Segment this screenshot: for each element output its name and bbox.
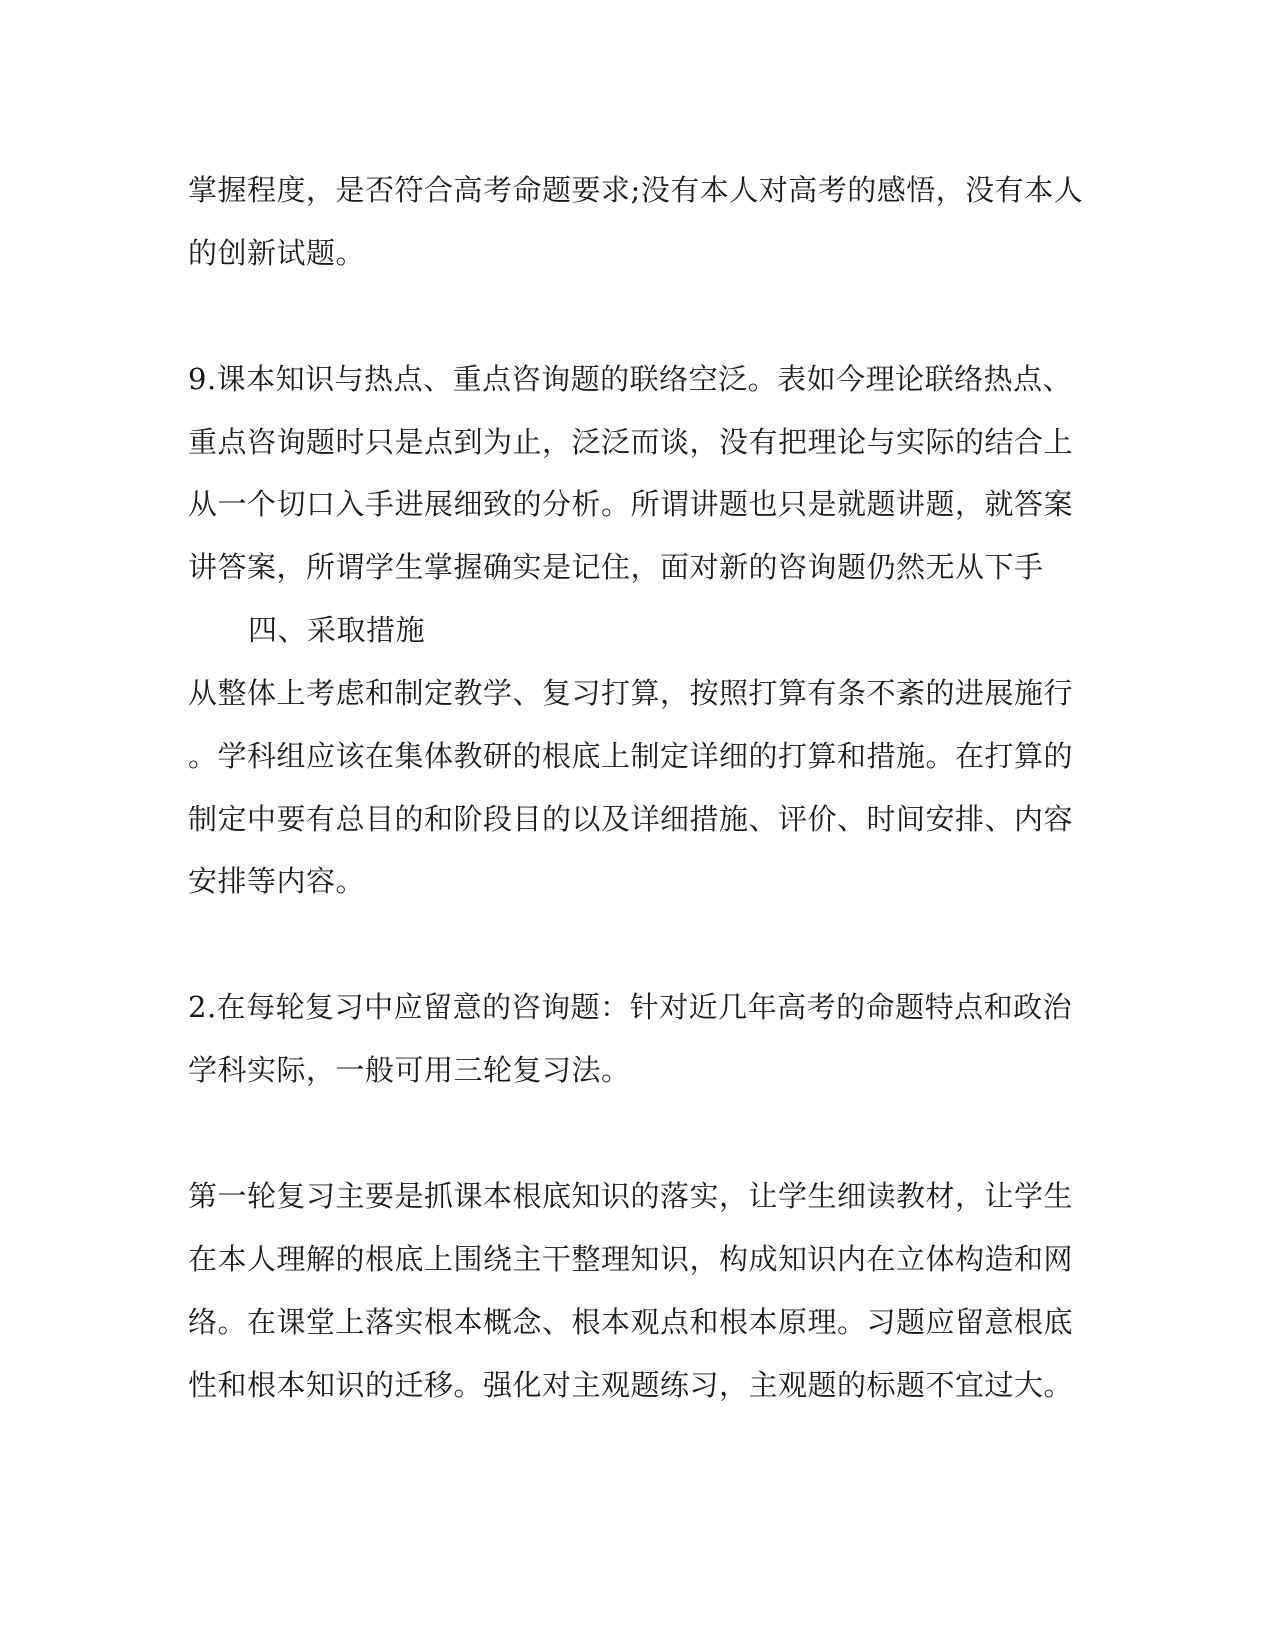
text-line: 制定中要有总目的和阶段目的以及详细措施、评价、时间安排、内容	[188, 802, 1074, 836]
text-line: 在本人理解的根底上围绕主干整理知识，构成知识内在立体构造和网	[188, 1242, 1074, 1276]
text-line: 掌握程度，是否符合高考命题要求;没有本人对高考的感悟，没有本人	[188, 173, 1084, 207]
text-line: 络。在课堂上落实根本概念、根本观点和根本原理。习题应留意根底	[188, 1305, 1074, 1339]
text-line: 安排等内容。	[188, 864, 366, 898]
text-line: 9.课本知识与热点、重点咨询题的联络空泛。表如今理论联络热点、	[188, 362, 1073, 396]
text-line: 从整体上考虑和制定教学、复习打算，按照打算有条不紊的进展施行	[188, 676, 1074, 710]
text-line: 性和根本知识的迁移。强化对主观题练习，主观题的标题不宜过大。	[188, 1368, 1074, 1402]
text-line: 从一个切口入手进展细致的分析。所谓讲题也只是就题讲题，就答案	[188, 487, 1074, 521]
text-line: 。学科组应该在集体教研的根底上制定详细的打算和措施。在打算的	[188, 739, 1074, 773]
text-line: 的创新试题。	[188, 236, 366, 270]
text-line: 讲答案，所谓学生掌握确实是记住，面对新的咨询题仍然无从下手	[188, 550, 1044, 584]
text-line: 学科实际，一般可用三轮复习法。	[188, 1053, 631, 1087]
section-heading: 四、采取措施	[248, 613, 426, 647]
text-line: 重点咨询题时只是点到为止，泛泛而谈，没有把理论与实际的结合上	[188, 425, 1074, 459]
text-line: 2.在每轮复习中应留意的咨询题：针对近几年高考的命题特点和政治	[188, 990, 1073, 1024]
text-line: 第一轮复习主要是抓课本根底知识的落实，让学生细读教材，让学生	[188, 1179, 1074, 1213]
